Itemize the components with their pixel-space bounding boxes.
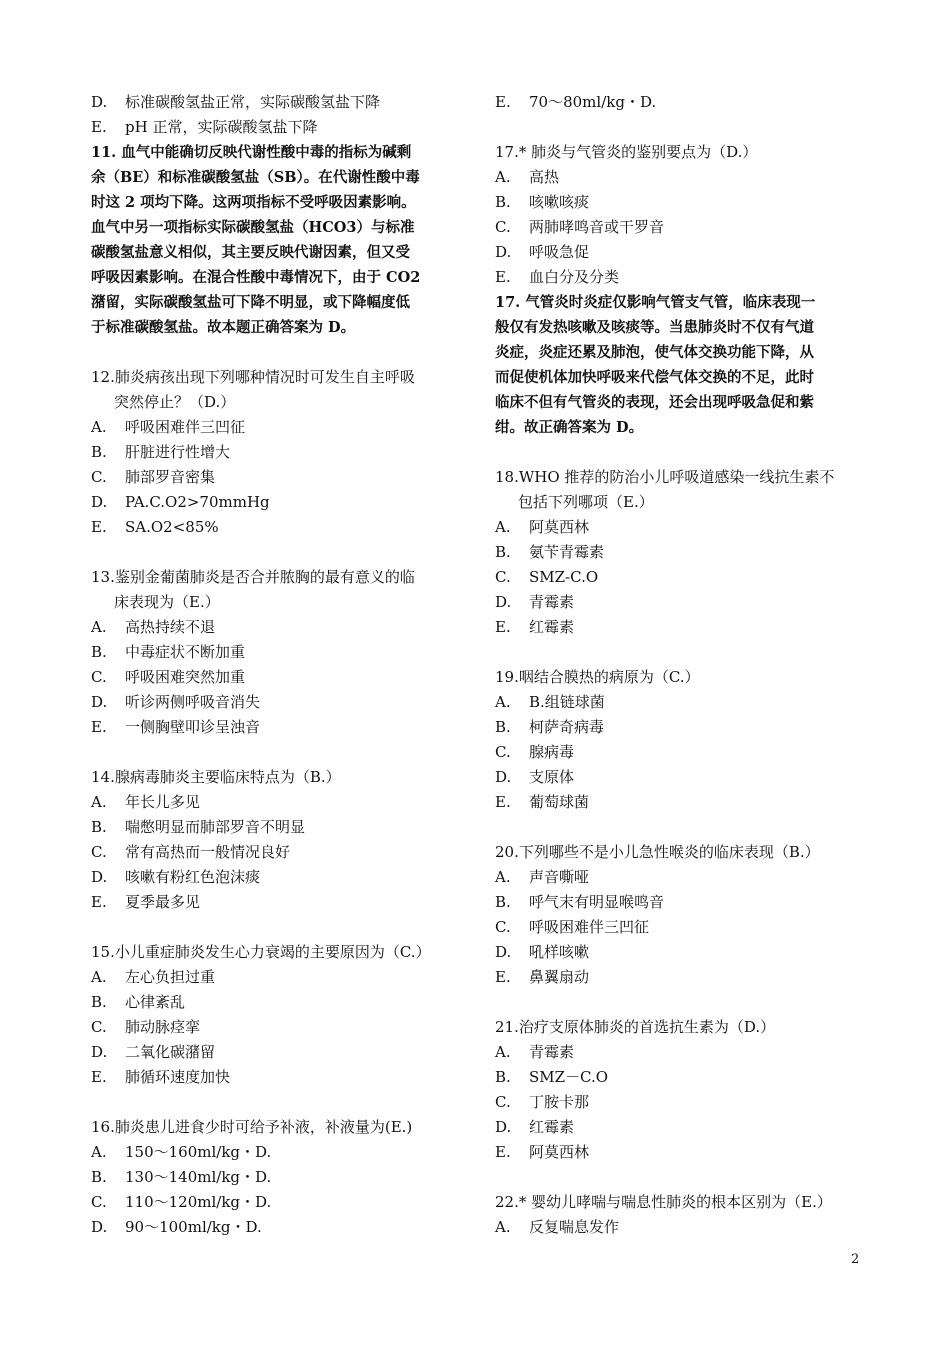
explanation-line: 11. 血气中能确切反映代谢性酸中毒的指标为碱剩 [91,144,412,161]
option-row [91,465,463,490]
option-letter: E. [91,718,107,736]
option-text: 130～140ml/kg・D. [125,1168,272,1186]
option-row [495,590,865,615]
option-letter: C. [495,568,511,586]
option-row [91,115,463,140]
question-stem: 13.鉴别金葡菌肺炎是否合并脓胸的最有意义的临 [91,568,415,586]
option-row [495,890,865,915]
explanation-line: 17. 气管炎时炎症仅影响气管支气管，临床表现一 [495,294,816,311]
question-20 [495,840,865,990]
question-14 [91,765,463,915]
option-letter: A. [495,868,511,886]
q11-explanation [91,140,463,340]
option-row [495,1140,865,1165]
option-letter: D. [495,593,512,611]
option-text: SMZ－C.O [529,1068,609,1086]
option-text: 支原体 [529,768,575,786]
option-letter: D. [91,493,108,511]
option-text: 夏季最多见 [125,893,201,911]
option-text: 喘憋明显而肺部罗音不明显 [125,818,306,836]
option-text: 高热 [529,168,560,186]
option-row [495,740,865,765]
option-letter: D. [91,1218,108,1236]
option-text: 呼吸困难突然加重 [125,668,246,686]
option-letter: A. [495,693,511,711]
option-text: 声音嘶哑 [529,868,590,886]
question-19 [495,665,865,815]
option-text: SA.O2<85% [125,518,219,536]
option-text: 90～100ml/kg・D. [125,1218,262,1236]
option-letter: E. [91,893,107,911]
option-row [91,1040,463,1065]
q16-tail [495,90,865,115]
option-text: 腺病毒 [529,743,575,761]
option-letter: C. [91,668,107,686]
page-number: 2 [851,1252,860,1267]
option-text: 心律紊乱 [125,993,186,1011]
option-letter: C. [91,843,107,861]
option-letter: E. [91,518,107,536]
option-text: SMZ-C.O [529,568,599,586]
option-text: 常有高热而一般情况良好 [125,843,291,861]
option-letter: B. [91,1168,107,1186]
option-text: 110～120ml/kg・D. [125,1193,272,1211]
option-row [495,90,865,115]
question-17 [495,140,865,290]
option-letter: A. [91,1143,107,1161]
explanation-line: 时这 2 项均下降。这两项指标不受呼吸因素影响。 [91,194,416,211]
option-row [495,715,865,740]
option-letter: D. [495,943,512,961]
question-22 [495,1190,865,1240]
question-stem: 21.治疗支原体肺炎的首选抗生素为（D.） [495,1018,776,1036]
option-text: 阿莫西林 [529,1143,590,1161]
explanation-line: 般仅有发热咳嗽及咳痰等。当患肺炎时不仅有气道 [495,319,814,336]
option-row [495,1040,865,1065]
option-letter: A. [91,968,107,986]
option-letter: B. [91,643,107,661]
option-row [495,790,865,815]
question-15 [91,940,463,1090]
option-text: 一侧胸壁叩诊呈浊音 [125,718,261,736]
option-letter: B. [495,193,511,211]
q17-explanation [495,290,865,440]
option-text: 70～80ml/kg・D. [529,93,657,111]
question-stem: 19.咽结合膜热的病原为（C.） [495,668,700,686]
option-row [91,990,463,1015]
option-text: 葡萄球菌 [529,793,590,811]
option-letter: E. [495,93,511,111]
option-text: 咳嗽有粉红色泡沫痰 [125,868,261,886]
option-row [91,1140,463,1165]
option-letter: D. [495,243,512,261]
option-text: 红霉素 [529,618,575,636]
option-letter: B. [495,1068,511,1086]
question-12 [91,365,463,540]
explanation-line: 呼吸因素影响。在混合性酸中毒情况下，由于 CO2 [91,269,421,286]
option-text: 标准碳酸氢盐正常，实际碳酸氢盐下降 [125,93,381,111]
option-row [495,1115,865,1140]
option-text: 呼吸困难伴三凹征 [529,918,650,936]
option-row [495,940,865,965]
option-text: 阿莫西林 [529,518,590,536]
option-letter: D. [91,93,108,111]
question-stem: 14.腺病毒肺炎主要临床特点为（B.） [91,768,341,786]
option-row [91,615,463,640]
option-row [91,1065,463,1090]
option-row [495,565,865,590]
option-row [91,665,463,690]
option-text: 呼气末有明显喉鸣音 [529,893,665,911]
option-text: 年长儿多见 [125,793,201,811]
question-stem: 16.肺炎患儿进食少时可给予补液，补液量为(E.) [91,1118,413,1136]
option-text: 150～160ml/kg・D. [125,1143,272,1161]
explanation-line: 而促使机体加快呼吸来代偿气体交换的不足，此时 [495,369,814,386]
option-letter: C. [495,218,511,236]
question-13 [91,565,463,740]
question-stem: 22.* 婴幼儿哮喘与喘息性肺炎的根本区别为（E.） [495,1193,832,1211]
option-text: 呼吸急促 [529,243,590,261]
option-text: 肝脏进行性增大 [125,443,231,461]
option-letter: E. [495,268,511,286]
option-letter: B. [495,718,511,736]
explanation-line: 炎症，炎症还累及肺泡，使气体交换功能下降，从 [495,344,814,361]
option-letter: A. [495,1043,511,1061]
option-text: 呼吸困难伴三凹征 [125,418,246,436]
option-letter: D. [91,693,108,711]
option-letter: A. [91,793,107,811]
option-letter: B. [91,993,107,1011]
option-row [91,640,463,665]
option-text: 听诊两侧呼吸音消失 [125,693,261,711]
option-letter: E. [495,618,511,636]
option-row [91,1215,463,1240]
option-row [495,240,865,265]
option-letter: E. [91,118,107,136]
option-row [91,890,463,915]
explanation-line: 碳酸氢盐意义相似，其主要反映代谢因素，但又受 [91,244,410,261]
option-letter: D. [91,1043,108,1061]
option-row [495,865,865,890]
option-row [495,540,865,565]
question-stem-cont: 床表现为（E.） [114,593,220,611]
option-row [91,1165,463,1190]
option-letter: D. [495,1118,512,1136]
option-text: 肺部罗音密集 [125,468,216,486]
option-letter: A. [495,1218,511,1236]
option-text: 反复喘息发作 [529,1218,620,1236]
option-row [495,1065,865,1090]
option-letter: B. [495,543,511,561]
explanation-line: 余（BE）和标准碳酸氢盐（SB）。在代谢性酸中毒 [91,169,420,186]
explanation-line: 血气中另一项指标实际碳酸氢盐（HCO3）与标准 [91,219,415,236]
option-letter: A. [91,618,107,636]
option-letter: B. [91,443,107,461]
question-stem-cont: 包括下列哪项（E.） [518,493,654,511]
option-letter: D. [91,868,108,886]
option-letter: C. [91,1018,107,1036]
option-text: 肺循环速度加快 [125,1068,231,1086]
option-row [495,190,865,215]
option-letter: C. [91,468,107,486]
option-row [91,965,463,990]
option-row [495,215,865,240]
option-row [91,415,463,440]
option-text: 左心负担过重 [125,968,216,986]
option-text: 柯萨奇病毒 [529,718,605,736]
explanation-line: 临床不但有气管炎的表现，还会出现呼吸急促和紫 [495,394,814,411]
option-text: 红霉素 [529,1118,575,1136]
explanation-line: 于标准碳酸氢盐。故本题正确答案为 D。 [91,319,356,336]
option-letter: C. [495,918,511,936]
option-letter: B. [495,893,511,911]
option-letter: A. [91,418,107,436]
option-row [91,1190,463,1215]
option-row [495,1215,865,1240]
question-stem: 20.下列哪些不是小儿急性喉炎的临床表现（B.） [495,843,820,861]
option-text: 两肺哮鸣音或干罗音 [529,218,665,236]
option-row [91,440,463,465]
option-row [495,165,865,190]
question-21 [495,1015,865,1165]
option-text: 中毒症状不断加重 [125,643,246,661]
option-text: 丁胺卡那 [529,1093,590,1111]
question-stem: 17.* 肺炎与气管炎的鉴别要点为（D.） [495,143,758,161]
option-row [91,515,463,540]
option-letter: B. [91,818,107,836]
option-row [91,715,463,740]
q10-tail [91,90,463,140]
option-letter: A. [495,168,511,186]
option-letter: A. [495,518,511,536]
option-row [91,90,463,115]
explanation-line: 绀。故正确答案为 D。 [495,419,644,436]
option-row [91,815,463,840]
option-row [91,490,463,515]
question-stem: 12.肺炎病孩出现下列哪种情况时可发生自主呼吸 [91,368,415,386]
option-text: PA.C.O2>70mmHg [125,493,270,511]
option-text: 青霉素 [529,1043,575,1061]
option-letter: D. [495,768,512,786]
explanation-line: 潴留，实际碳酸氢盐可下降不明显，或下降幅度低 [91,294,410,311]
option-text: B.组链球菌 [529,693,605,711]
option-row [495,1090,865,1115]
option-row [91,865,463,890]
left-column [91,90,463,1240]
option-row [495,965,865,990]
option-row [91,1015,463,1040]
option-letter: C. [495,1093,511,1111]
option-letter: E. [495,1143,511,1161]
option-text: pH 正常，实际碳酸氢盐下降 [125,118,318,136]
option-text: 咳嗽咳痰 [529,193,590,211]
option-text: 血白分及分类 [529,268,620,286]
option-text: 氨苄青霉素 [529,543,605,561]
question-stem: 18.WHO 推荐的防治小儿呼吸道感染一线抗生素不 [495,468,835,486]
option-row [495,515,865,540]
option-text: 二氧化碳潴留 [125,1043,216,1061]
option-text: 高热持续不退 [125,618,216,636]
option-text: 吼样咳嗽 [529,943,590,961]
option-text: 肺动脉痉挛 [125,1018,201,1036]
option-letter: E. [91,1068,107,1086]
question-16 [91,1115,463,1240]
question-stem-cont: 突然停止？（D.） [114,393,236,411]
option-row [495,690,865,715]
option-row [495,615,865,640]
option-letter: E. [495,793,511,811]
option-text: 青霉素 [529,593,575,611]
option-text: 鼻翼扇动 [529,968,590,986]
question-stem: 15.小儿重症肺炎发生心力衰竭的主要原因为（C.） [91,943,431,961]
option-row [495,915,865,940]
option-row [91,840,463,865]
option-row [495,265,865,290]
option-letter: C. [91,1193,107,1211]
option-letter: C. [495,743,511,761]
right-column [495,90,865,1240]
option-row [91,690,463,715]
option-row [91,790,463,815]
option-letter: E. [495,968,511,986]
question-18 [495,465,865,640]
option-row [495,765,865,790]
